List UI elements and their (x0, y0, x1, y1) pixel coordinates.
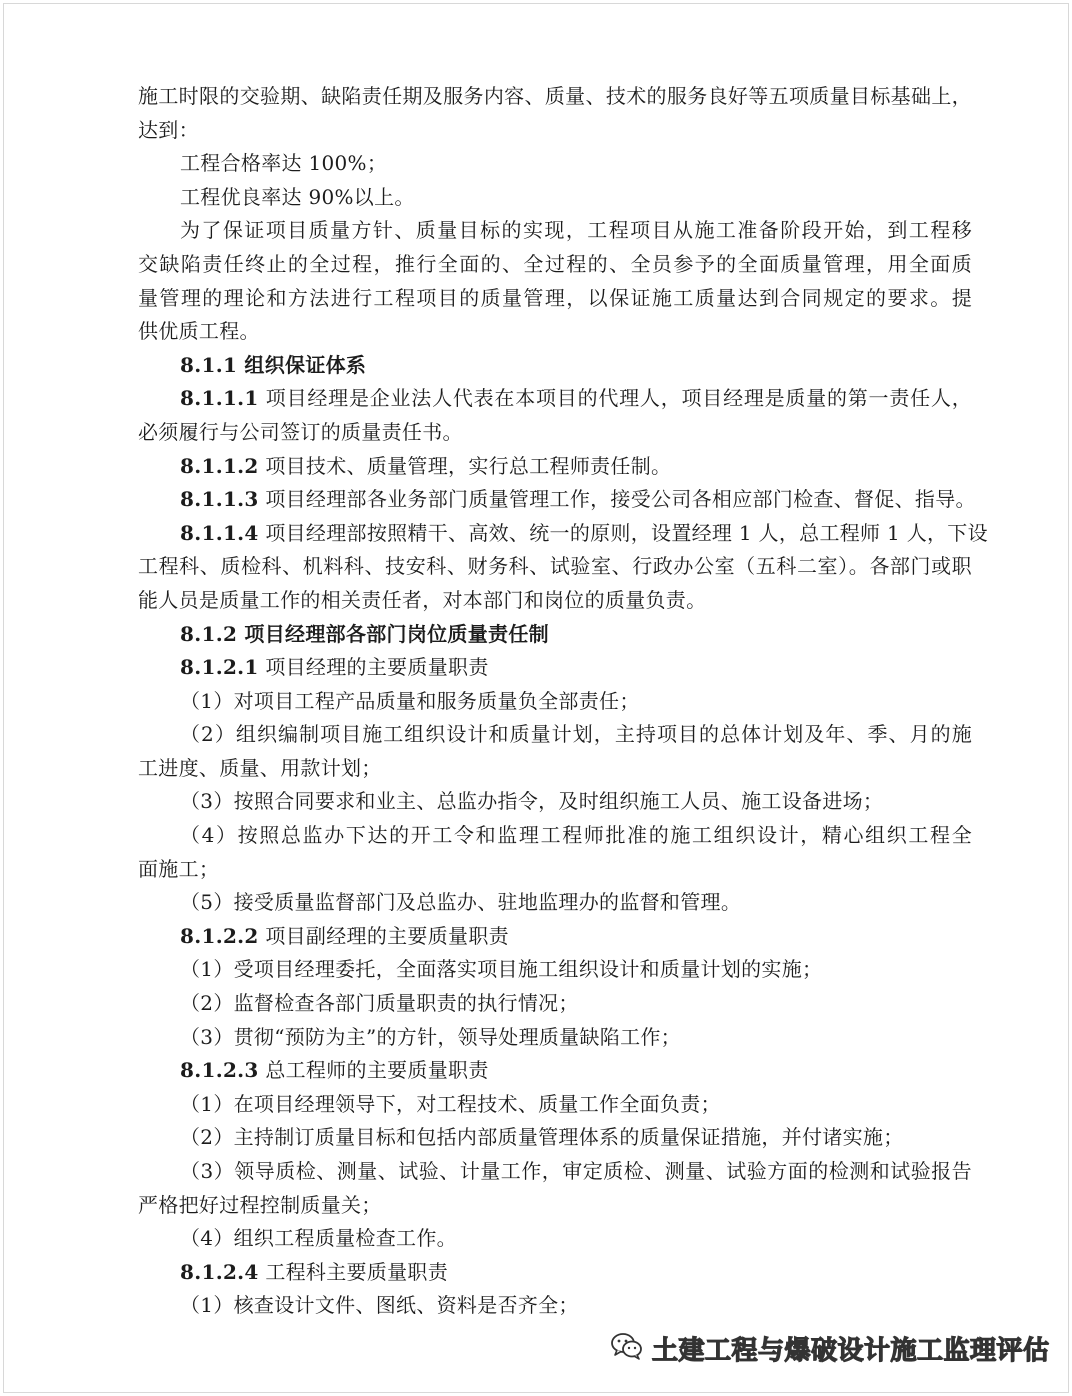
clause-title: 项目经理的主要质量职责 (258, 655, 489, 680)
body-line: 工程合格率达 100%； (180, 151, 388, 176)
document-body (138, 80, 988, 1323)
body-line: 达到： (138, 117, 199, 142)
section-heading: 8.1.1 组织保证体系 (180, 352, 367, 377)
clause-line: 必须履行与公司签订的质量责任书。 (138, 419, 463, 444)
body-line: 量管理的理论和方法进行工程项目的质量管理，以保证施工质量达到合同规定的要求。提 (138, 285, 972, 310)
list-item: 工进度、质量、用款计划； (138, 755, 382, 780)
clause-line (138, 1054, 972, 1088)
clause-title: 工程科主要质量职责 (258, 1259, 449, 1284)
list-item: （1）受项目经理委托，全面落实项目施工组织设计和质量计划的实施； (180, 957, 823, 982)
list-item: （3）领导质检、测量、试验、计量工作，审定质检、测量、试验方面的检测和试验报告 (180, 1159, 972, 1183)
clause-line (138, 920, 972, 954)
list-item: （1）对项目工程产品质量和服务质量负全部责任； (180, 688, 640, 713)
list-item: （3）按照合同要求和业主、总监办指令，及时组织施工人员、施工设备进场； (180, 789, 884, 814)
body-line: 供优质工程。 (138, 319, 260, 344)
clause-title: 总工程师的主要质量职责 (258, 1058, 489, 1083)
list-item: （1）核查设计文件、图纸、资料是否齐全； (180, 1293, 579, 1318)
clause-line: 能人员是质量工作的相关责任者，对本部门和岗位的质量负责。 (138, 587, 707, 612)
clause-text: 项目经理部各业务部门质量管理工作，接受公司各相应部门检查、督促、指导。 (258, 487, 976, 512)
clause-number: 8.1.2.1 (180, 655, 259, 680)
list-item: （4）组织工程质量检查工作。 (180, 1226, 457, 1251)
clause-number: 8.1.1.3 (180, 487, 259, 512)
body-line: 工程优良率达 90%以上。 (180, 184, 415, 209)
list-item: 面施工； (138, 856, 220, 881)
clause-line (138, 651, 972, 685)
section-heading: 8.1.2 项目经理部各部门岗位质量责任制 (180, 621, 549, 646)
clause-text: 项目经理部按照精干、高效、统一的原则，设置经理 1 人，总工程师 1 人，下设 (258, 520, 988, 545)
clause-number: 8.1.2.2 (180, 923, 259, 948)
body-line: 为了保证项目质量方针、质量目标的实现，工程项目从施工准备阶段开始，到工程移 (180, 218, 972, 243)
clause-number: 8.1.1.4 (180, 520, 259, 545)
body-line: 施工时限的交验期、缺陷责任期及服务内容、质量、技术的服务良好等五项质量目标基础上， (138, 84, 972, 108)
clause-text: 项目经理是企业法人代表在本项目的代理人，项目经理是质量的第一责任人， (258, 386, 972, 411)
clause-text: 项目技术、质量管理，实行总工程师责任制。 (258, 453, 672, 478)
list-item: （1）在项目经理领导下，对工程技术、质量工作全面负责； (180, 1091, 721, 1116)
list-item: （4）按照总监办下达的开工令和监理工程师批准的施工组织设计，精心组织工程全 (180, 823, 972, 848)
clause-number: 8.1.1.1 (180, 386, 259, 411)
clause-number: 8.1.2.4 (180, 1259, 259, 1284)
clause-line (138, 517, 988, 551)
watermark (610, 1328, 1050, 1368)
clause-line (138, 483, 976, 517)
list-item: （2）主持制订质量目标和包括内部质量管理体系的质量保证措施，并付诸实施； (180, 1125, 904, 1150)
list-item: （2）组织编制项目施工组织设计和质量计划，主持项目的总体计划及年、季、月的施 (180, 722, 972, 747)
list-item: （5）接受质量监督部门及总监办、驻地监理办的监督和管理。 (180, 890, 742, 915)
list-item: （2）监督检查各部门质量职责的执行情况； (180, 991, 579, 1016)
clause-number: 8.1.2.3 (180, 1058, 259, 1083)
clause-line (138, 1256, 972, 1290)
clause-line (138, 382, 972, 416)
clause-line (138, 450, 972, 484)
list-item: （3）贯彻“预防为主”的方针，领导处理质量缺陷工作； (180, 1024, 681, 1049)
body-line: 交缺陷责任终止的全过程，推行全面的、全过程的、全员参予的全面质量管理，用全面质 (138, 251, 972, 276)
watermark-text: 土建工程与爆破设计施工监理评估 (652, 1335, 1050, 1366)
wechat-icon (610, 1331, 644, 1365)
clause-number: 8.1.1.2 (180, 453, 259, 478)
clause-title: 项目副经理的主要质量职责 (258, 923, 509, 948)
list-item: 严格把好过程控制质量关； (138, 1192, 382, 1217)
clause-line: 工程科、质检科、机料科、技安科、财务科、试验室、行政办公室（五科二室）。各部门或职 (138, 554, 972, 579)
